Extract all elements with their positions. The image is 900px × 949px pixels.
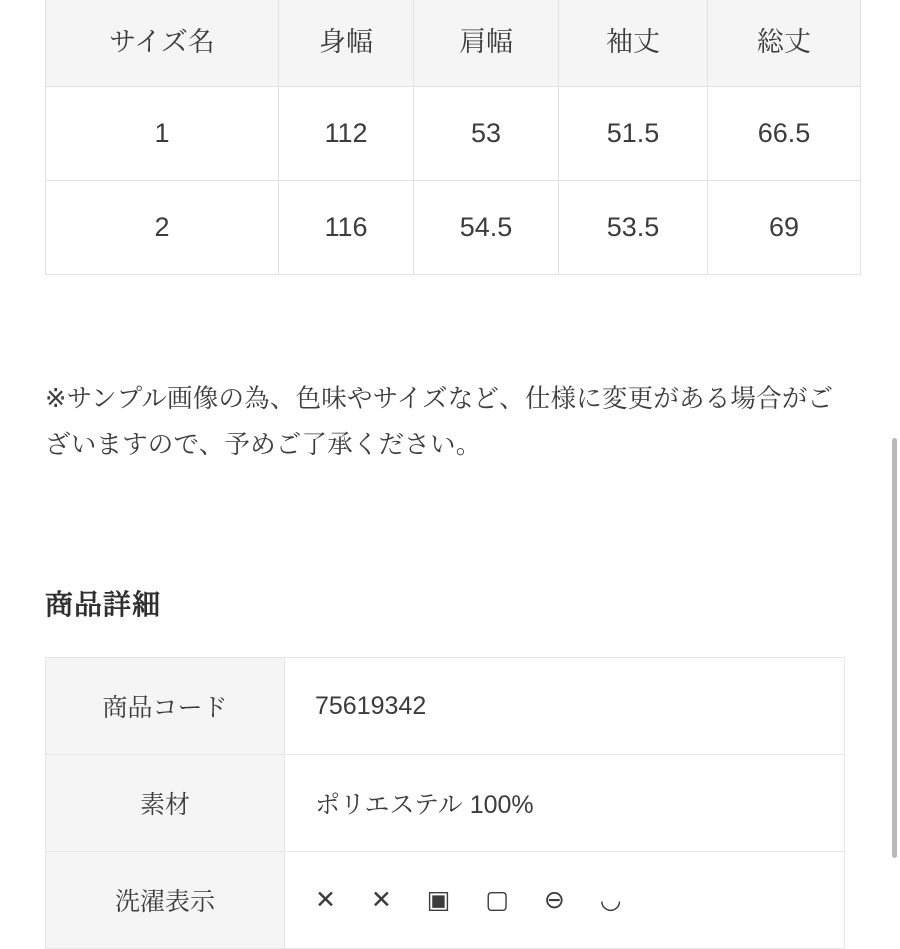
- size-table-cell: 53: [414, 87, 559, 181]
- size-table-container: [45, 0, 855, 275]
- size-table-cell: 53.5: [559, 181, 708, 275]
- size-table: [45, 0, 861, 275]
- table-header-row: [46, 0, 861, 87]
- size-table-cell: 51.5: [559, 87, 708, 181]
- detail-label-material: 素材: [46, 755, 285, 852]
- size-table-cell: 2: [46, 181, 279, 275]
- detail-table-body: [46, 658, 845, 949]
- detail-label-care: 洗濯表示: [46, 852, 285, 949]
- detail-table: [45, 657, 845, 949]
- vertical-scrollbar-thumb[interactable]: [892, 438, 897, 858]
- size-table-cell: 112: [279, 87, 414, 181]
- size-table-body: [46, 87, 861, 275]
- size-table-header-cell: 身幅: [279, 0, 414, 87]
- size-table-cell: 116: [279, 181, 414, 275]
- detail-value-product-code: 75619342: [285, 658, 845, 755]
- table-row: [46, 87, 861, 181]
- table-row: [46, 658, 845, 755]
- table-row: [46, 852, 845, 949]
- size-table-header-cell: 袖丈: [559, 0, 708, 87]
- size-table-cell: 66.5: [708, 87, 861, 181]
- size-table-cell: 1: [46, 87, 279, 181]
- size-table-header-cell: 総丈: [708, 0, 861, 87]
- detail-table-container: [45, 657, 845, 949]
- size-table-cell: 54.5: [414, 181, 559, 275]
- size-table-head: [46, 0, 861, 87]
- laundry-care-icons: ✕ ✕ ▣ ▢ ⊖ ◡: [285, 852, 845, 949]
- size-table-cell: 69: [708, 181, 861, 275]
- page-title: 商品詳細: [45, 589, 162, 620]
- detail-label-product-code: 商品コード: [46, 658, 285, 755]
- size-table-header-cell: サイズ名: [46, 0, 279, 87]
- disclaimer-note: ※サンプル画像の為、色味やサイズなど、仕様に変更がある場合がございますので、予めご了承ください。: [45, 385, 834, 459]
- detail-value-material: ポリエステル 100%: [285, 755, 845, 852]
- size-table-header-cell: 肩幅: [414, 0, 559, 87]
- vertical-scrollbar-track[interactable]: [890, 0, 900, 900]
- table-row: [46, 181, 861, 275]
- table-row: [46, 755, 845, 852]
